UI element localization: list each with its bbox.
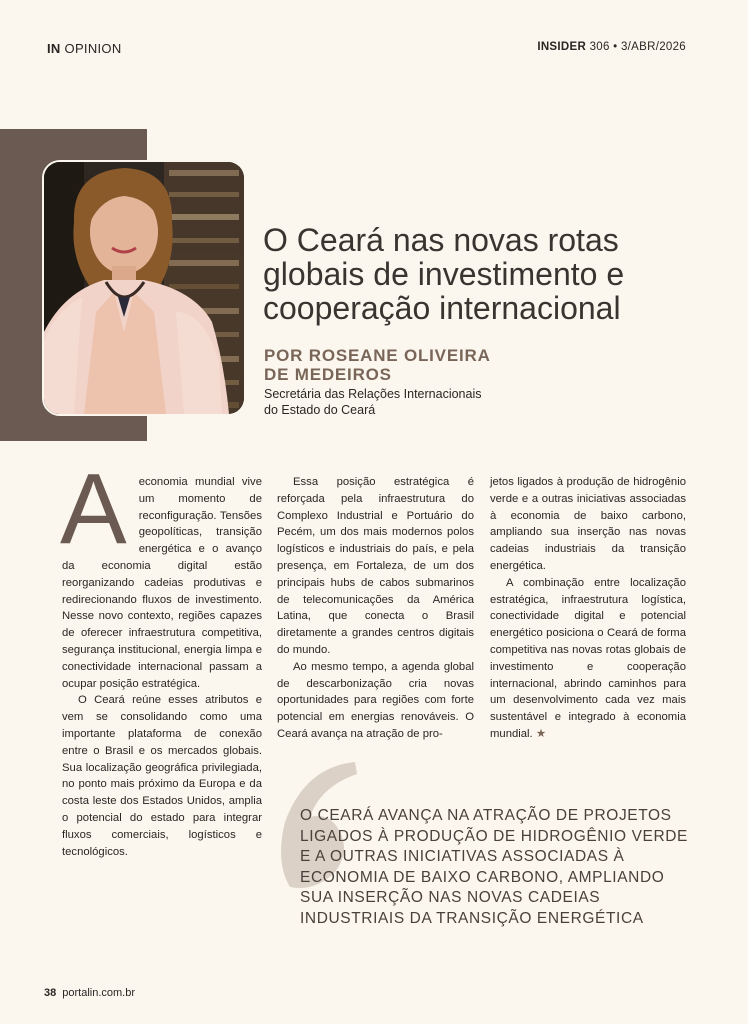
byline-line-1: POR ROSEANE OLIVEIRA xyxy=(264,346,491,365)
page-number: 38 xyxy=(44,987,57,999)
column-2-paragraph-1: Essa posição estratégica é reforçada pela infraestrutura do Complexo Industrial e Portuário do Pecém, um dos mais modernos polos logísticos e industriais do país, e pela presença, em Fortaleza, de um dos principais hubs de cabos submarinos de telecomunicações da América Latina, que conecta o Brasil diretamente a grandes centros digitais do mundo. xyxy=(277,476,474,656)
pull-quote: O CEARÁ AVANÇA NA ATRAÇÃO DE PROJETOS LIGADOS À PRODUÇÃO DE HIDROGÊNIO VERDE E A OUTRAS INICIATIVAS ASSOCIADAS À ECONOMIA DE BAIXO CARBONO, AMPLIANDO SUA INSERÇÃO NAS NOVAS CADEIAS INDUSTRIAIS DA TRANSIÇÃO ENERGÉTICA xyxy=(300,807,688,927)
magazine-name: INSIDER xyxy=(537,41,587,53)
byline-line-2: DE MEDEIROS xyxy=(264,365,392,384)
col1-p1-text: economia mundial vive um momento de reconfiguração. Tensões geopolíticas, transição energética e o avanço da economia digital estão reorganizando cadeias produtivas e redirecionando fluxos de investimento. Nesse novo contexto, regiões capazes de oferecer infraestrutura competitiva, segurança institucional, energia limpa e conectividade internacional passam a ocupar posição estratégica. xyxy=(62,476,262,690)
drop-cap: A xyxy=(60,453,127,565)
author-photo xyxy=(42,160,246,416)
footer-site: portalin.com.br xyxy=(62,987,136,999)
issue-date: 306 • 3/ABR/2026 xyxy=(589,41,686,53)
column-1-paragraph-2: O Ceará reúne esses atributos e vem se consolidando como uma importante plataforma de conexão entre o Brasil e os mercados globais. Sua localização geográfica privilegiada, no ponto mais próximo da Europa e da costa leste dos Estados Unidos, amplia o potencial do estado para integrar fluxos comerciais, logísticos e tecnológicos. xyxy=(62,694,262,858)
author-role xyxy=(264,386,564,418)
section-name: OPINION xyxy=(64,41,122,56)
author-byline xyxy=(264,346,564,384)
column-1-paragraph-1 xyxy=(60,453,262,692)
column-2 xyxy=(277,474,474,743)
article-title: O Ceará nas novas rotas globais de investimento e cooperação internacional xyxy=(263,222,625,326)
page-footer xyxy=(44,987,135,999)
end-star-icon: ★ xyxy=(535,727,546,740)
column-2-paragraph-2: Ao mesmo tempo, a agenda global de descarbonização cria novas oportunidades para regiões com forte potencial em energias renováveis. O Ceará avança na atração de pro- xyxy=(277,660,474,740)
column-3-paragraph-2 xyxy=(490,575,686,743)
col3-p2-text: A combinação entre localização estratégica, infraestrutura logística, conectividade digital e potencial energético posiciona o Ceará de forma competitiva nas novas rotas globais de investimento e cooperação internacional, abrindo caminhos para um desenvolvimento cada vez mais sustentável e integrado à economia mundial. xyxy=(490,576,686,740)
column-3 xyxy=(490,474,686,743)
issue-label xyxy=(537,41,686,53)
role-line-1: Secretária das Relações Internacionais xyxy=(264,387,482,401)
section-label xyxy=(47,41,122,56)
column-1 xyxy=(60,453,262,860)
column-3-paragraph-1: jetos ligados à produção de hidrogênio verde e a outras iniciativas associadas à economia de baixo carbono, ampliando sua inserção nas novas cadeias industriais da transição energética. xyxy=(490,476,686,572)
role-line-2: do Estado do Ceará xyxy=(264,403,376,417)
section-strong: IN xyxy=(47,41,61,56)
